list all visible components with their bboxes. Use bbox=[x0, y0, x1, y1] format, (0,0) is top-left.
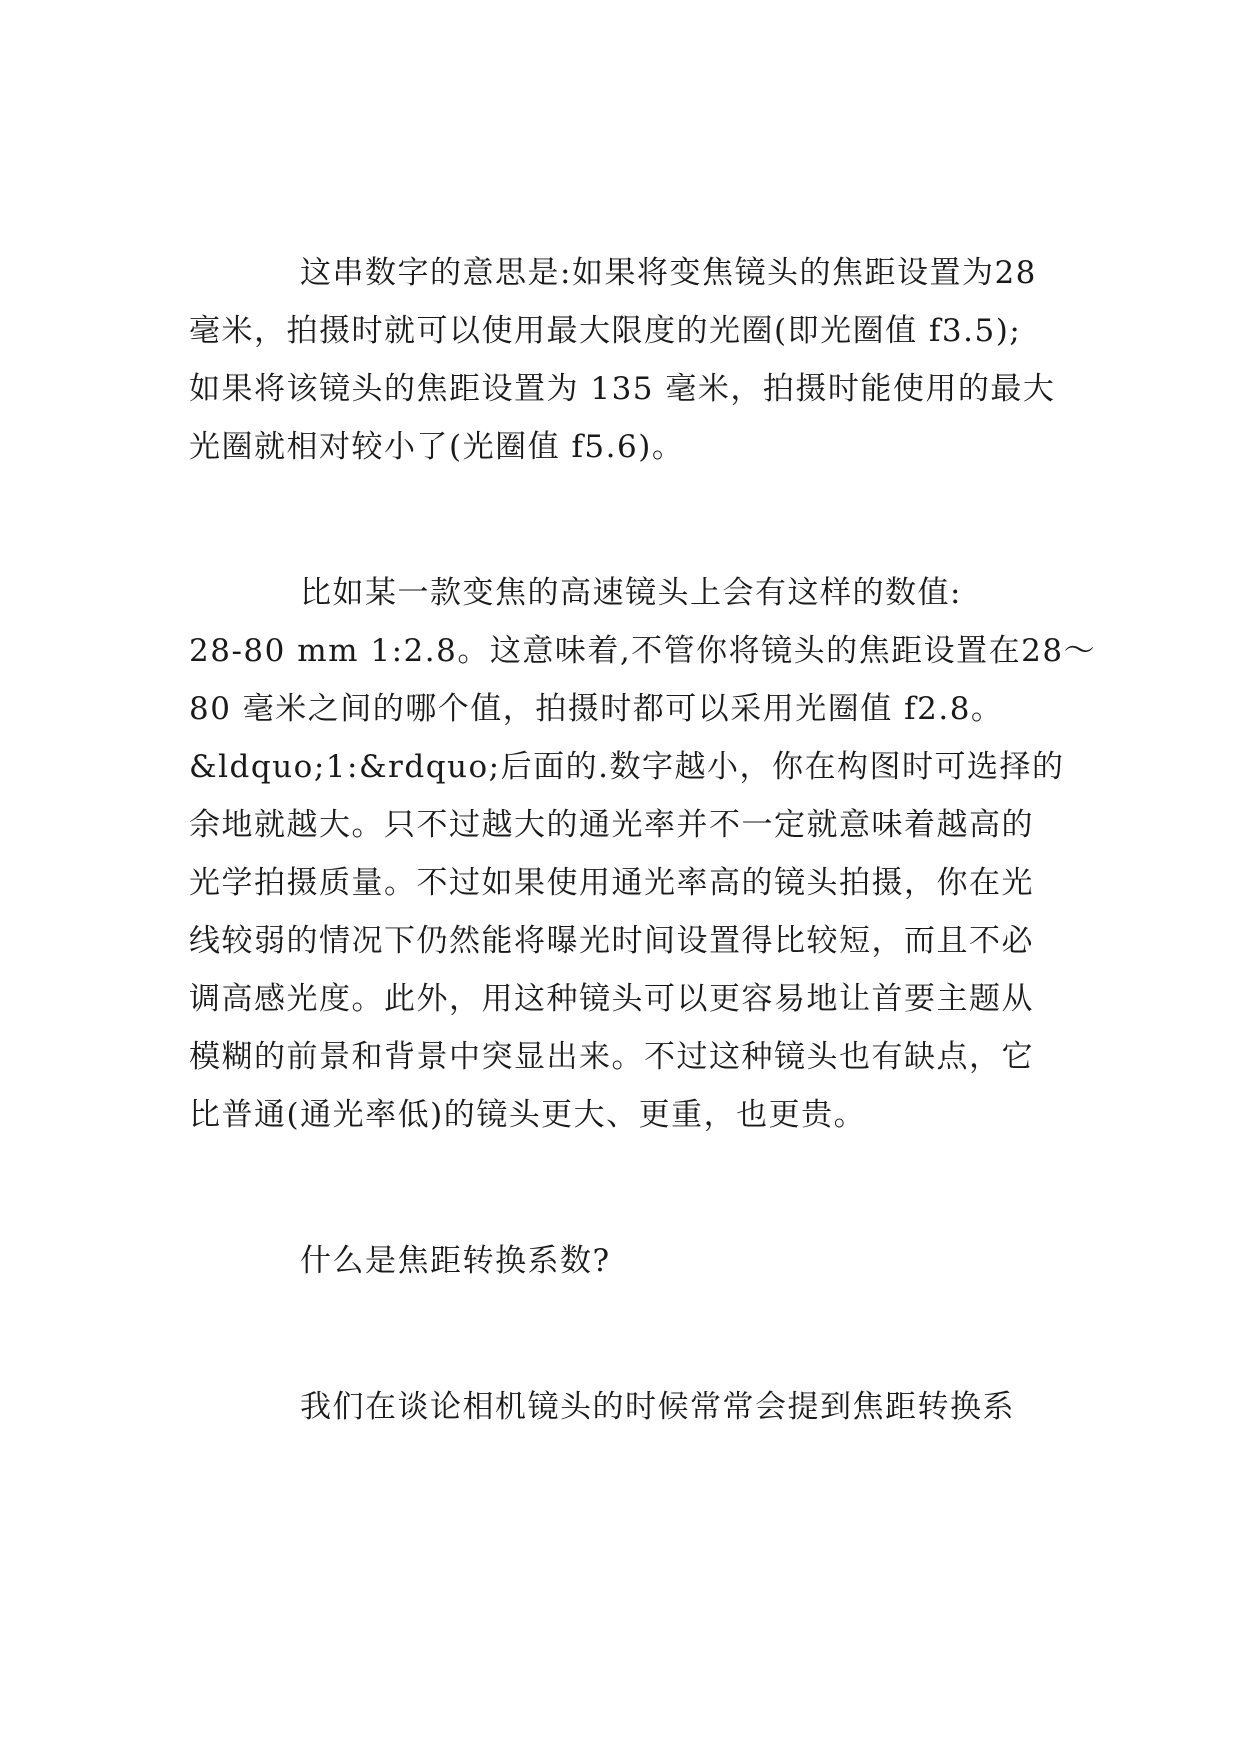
paragraph-2-line-6: 光学拍摄质量。不过如果使用通光率高的镜头拍摄，你在光 bbox=[189, 865, 1034, 901]
paragraph-2-line-4: &ldquo;1:&rdquo;后面的.数字越小，你在构图时可选择的 bbox=[189, 749, 1065, 785]
section-heading: 什么是焦距转换系数? bbox=[300, 1243, 611, 1279]
paragraph-2-line-10: 比普通(通光率低)的镜头更大、更重，也更贵。 bbox=[189, 1097, 867, 1133]
paragraph-2-line-9: 模糊的前景和背景中突显出来。不过这种镜头也有缺点，它 bbox=[189, 1039, 1034, 1075]
paragraph-2-line-1: 比如某一款变焦的高速镜头上会有这样的数值: bbox=[300, 575, 962, 611]
paragraph-3-line-1: 我们在谈论相机镜头的时候常常会提到焦距转换系 bbox=[300, 1389, 1015, 1425]
paragraph-1-line-1: 这串数字的意思是:如果将变焦镜头的焦距设置为28 bbox=[300, 255, 1037, 291]
paragraph-2-line-7: 线较弱的情况下仍然能将曝光时间设置得比较短，而且不必 bbox=[189, 923, 1034, 959]
paragraph-2-line-5: 余地就越大。只不过越大的通光率并不一定就意味着越高的 bbox=[189, 807, 1034, 843]
paragraph-2-line-8: 调高感光度。此外，用这种镜头可以更容易地让首要主题从 bbox=[189, 981, 1034, 1017]
paragraph-2-line-3: 80 毫米之间的哪个值，拍摄时都可以采用光圈值 f2.8。 bbox=[189, 691, 1004, 727]
paragraph-2-line-2: 28-80 mm 1:2.8。这意味着,不管你将镜头的焦距设置在28～ bbox=[189, 633, 1097, 669]
paragraph-1-line-2: 毫米，拍摄时就可以使用最大限度的光圈(即光圈值 f3.5); bbox=[189, 313, 1022, 349]
paragraph-1-line-4: 光圈就相对较小了(光圈值 f5.6)。 bbox=[189, 429, 685, 465]
paragraph-1-line-3: 如果将该镜头的焦距设置为 135 毫米，拍摄时能使用的最大 bbox=[189, 371, 1056, 407]
